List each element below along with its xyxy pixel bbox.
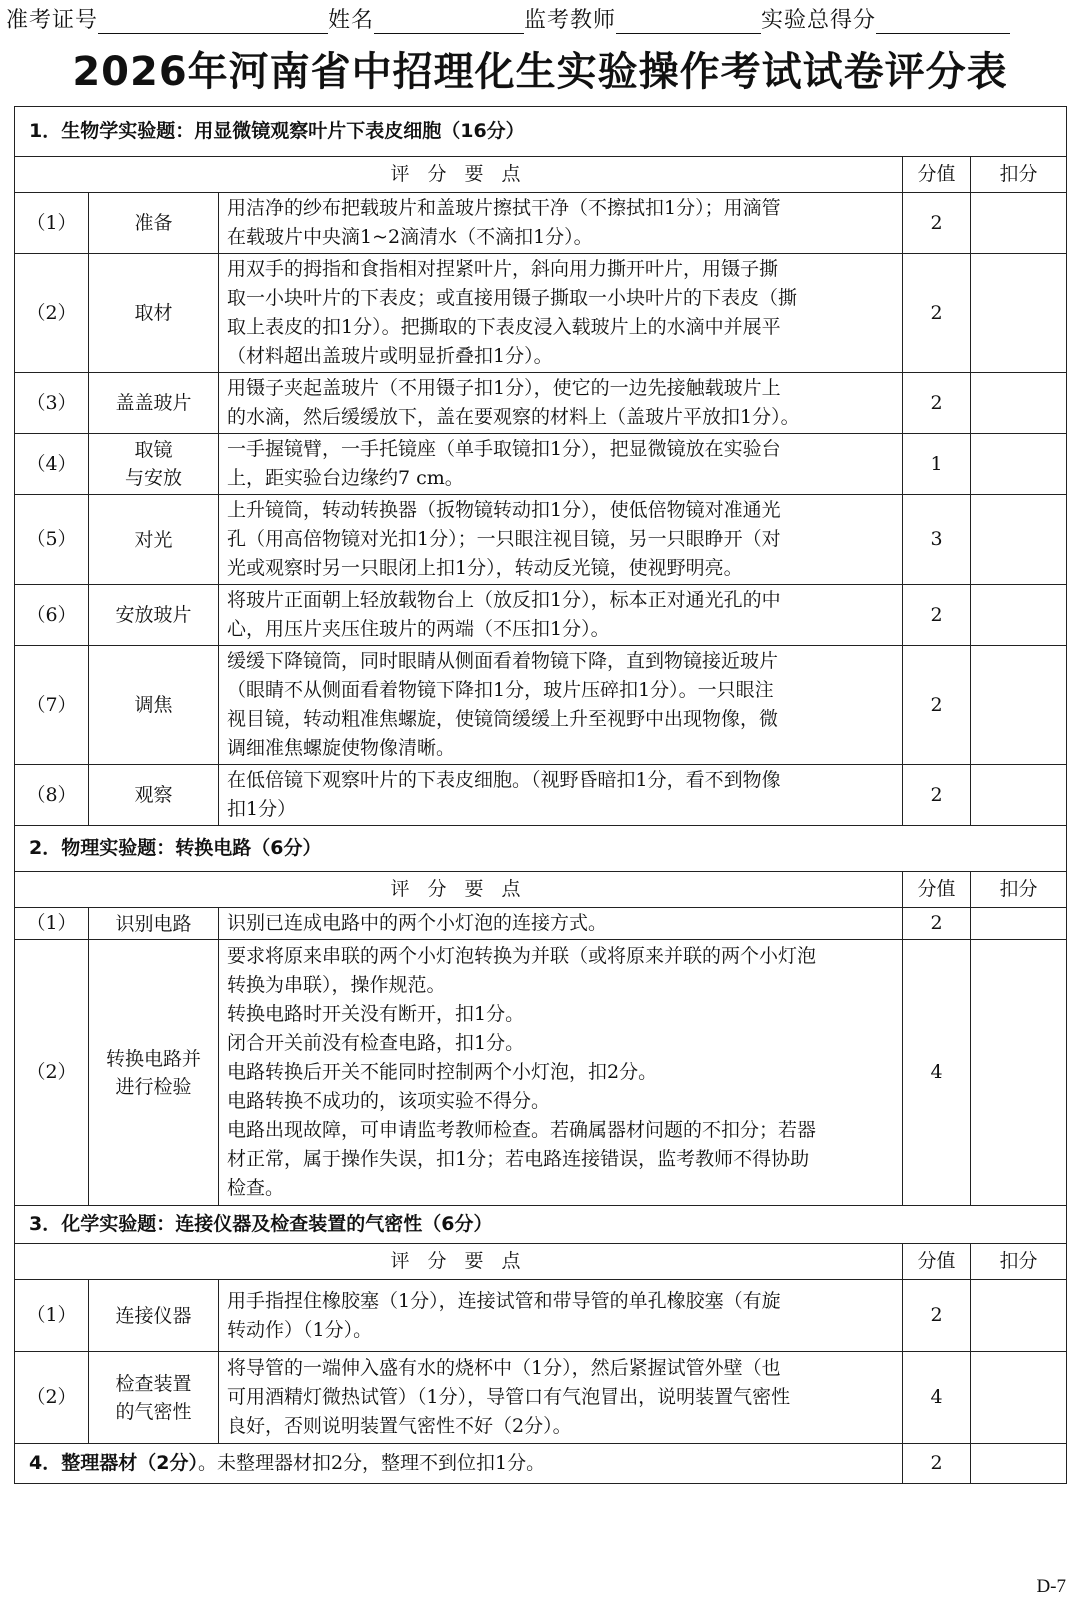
table-row xyxy=(15,765,1067,826)
score-value: 1 xyxy=(903,434,971,495)
cleanup-row xyxy=(15,1444,1067,1484)
category-line: 识别电路 xyxy=(115,912,192,935)
description-line: 要求将原来串联的两个小灯泡转换为并联（或将原来并联的两个小灯泡 xyxy=(227,945,817,967)
description-line: 转换电路时开关没有断开，扣1分。 xyxy=(227,1003,525,1025)
proctor-label: 监考教师 xyxy=(524,8,617,33)
deduction-cell[interactable] xyxy=(971,1444,1067,1484)
table-row xyxy=(15,193,1067,254)
score-value: 3 xyxy=(903,495,971,585)
item-category xyxy=(89,373,219,434)
section-title-row xyxy=(15,826,1067,872)
item-number: （2） xyxy=(15,1352,89,1444)
item-number: （1） xyxy=(15,193,89,254)
category-line: 进行检验 xyxy=(115,1075,192,1098)
description-line: 电路转换不成功的，该项实验不得分。 xyxy=(227,1090,551,1112)
deduction-cell[interactable] xyxy=(971,1352,1067,1444)
column-header-row xyxy=(15,1244,1067,1280)
candidate-info-line xyxy=(6,4,1074,34)
description-line: 电路出现故障，可申请监考教师检查。若确属器材问题的不扣分；若器 xyxy=(227,1119,817,1141)
description-line: 用双手的拇指和食指相对捏紧叶片，斜向用力撕开叶片，用镊子撕 xyxy=(227,258,779,280)
score-value: 2 xyxy=(903,765,971,826)
deduct-header: 扣分 xyxy=(971,1244,1067,1280)
description-line: 材正常，属于操作失误，扣1分；若电路连接错误，监考教师不得协助 xyxy=(227,1148,810,1170)
cleanup-title: 4．整理器材（2分） xyxy=(29,1452,198,1474)
category-line: 盖盖玻片 xyxy=(115,392,192,414)
deduction-cell[interactable] xyxy=(971,940,1067,1206)
score-value: 2 xyxy=(903,908,971,940)
category-line: 与安放 xyxy=(124,467,182,489)
description-line: 的水滴，然后缓缓放下，盖在要观察的材料上（盖玻片平放扣1分）。 xyxy=(227,406,800,428)
value-header: 分值 xyxy=(903,872,971,908)
description-line: 取上表皮的扣1分）。把撕取的下表皮浸入载玻片上的水滴中并展平 xyxy=(227,316,781,338)
deduction-cell[interactable] xyxy=(971,765,1067,826)
category-line: 安放玻片 xyxy=(115,604,192,626)
deduction-cell[interactable] xyxy=(971,646,1067,765)
cleanup-item xyxy=(15,1444,903,1484)
description-line: 孔（用高倍物镜对光扣1分）；一只眼注视目镜，另一只眼睁开（对 xyxy=(227,528,781,550)
item-description xyxy=(219,254,903,373)
item-number: （2） xyxy=(15,940,89,1206)
description-line: 电路转换后开关不能同时控制两个小灯泡，扣2分。 xyxy=(227,1061,658,1083)
description-line: 一手握镜臂，一手托镜座（单手取镜扣1分），把显微镜放在实验台 xyxy=(227,438,781,460)
score-value: 2 xyxy=(903,254,971,373)
item-number: （8） xyxy=(15,765,89,826)
deduction-cell[interactable] xyxy=(971,434,1067,495)
description-line: 视目镜，转动粗准焦螺旋，使镜筒缓缓上升至视野中出现物像，微 xyxy=(227,708,779,730)
deduction-cell[interactable] xyxy=(971,193,1067,254)
category-line: 检查装置 xyxy=(115,1372,192,1395)
item-description xyxy=(219,1352,903,1444)
item-description xyxy=(219,585,903,646)
item-category xyxy=(89,908,219,940)
section-title: 3．化学实验题：连接仪器及检查装置的气密性（6分） xyxy=(15,1206,1067,1244)
deduction-cell[interactable] xyxy=(971,254,1067,373)
description-line: （眼睛不从侧面看着物镜下降扣1分，玻片压碎扣1分）。一只眼注 xyxy=(227,679,774,701)
description-line: 识别已连成电路中的两个小灯泡的连接方式。 xyxy=(227,912,608,934)
section-title-row xyxy=(15,107,1067,157)
item-description xyxy=(219,646,903,765)
item-number: （5） xyxy=(15,495,89,585)
score-value: 2 xyxy=(903,1280,971,1352)
table-row xyxy=(15,646,1067,765)
deduct-header: 扣分 xyxy=(971,157,1067,193)
table-row xyxy=(15,373,1067,434)
category-line: 转换电路并 xyxy=(105,1047,201,1070)
item-number: （6） xyxy=(15,585,89,646)
description-line: 光或观察时另一只眼闭上扣1分），转动反光镜，使视野明亮。 xyxy=(227,557,743,579)
category-line: 调焦 xyxy=(134,694,173,716)
points-header: 评 分 要 点 xyxy=(15,872,903,908)
points-header: 评 分 要 点 xyxy=(15,1244,903,1280)
value-header: 分值 xyxy=(903,157,971,193)
description-line: 闭合开关前没有检查电路，扣1分。 xyxy=(227,1032,525,1054)
description-line: 取一小块叶片的下表皮；或直接用镊子撕取一小块叶片的下表皮（撕 xyxy=(227,287,798,309)
item-category xyxy=(89,254,219,373)
category-line: 对光 xyxy=(134,528,173,551)
description-line: 将玻片正面朝上轻放载物台上（放反扣1分），标本正对通光孔的中 xyxy=(227,589,781,611)
item-description xyxy=(219,1280,903,1352)
item-number: （1） xyxy=(15,908,89,940)
section-title: 1．生物学实验题：用显微镜观察叶片下表皮细胞（16分） xyxy=(15,107,1067,157)
deduction-cell[interactable] xyxy=(971,373,1067,434)
item-description xyxy=(219,765,903,826)
item-category xyxy=(89,646,219,765)
score-value: 2 xyxy=(903,585,971,646)
description-line: 上，距实验台边缘约7 cm。 xyxy=(227,467,464,489)
item-category xyxy=(89,585,219,646)
item-description xyxy=(219,908,903,940)
category-line: 连接仪器 xyxy=(115,1304,192,1327)
table-row xyxy=(15,1352,1067,1444)
item-number: （1） xyxy=(15,1280,89,1352)
item-description xyxy=(219,940,903,1206)
category-line: 准备 xyxy=(134,212,173,234)
description-line: （材料超出盖玻片或明显折叠扣1分）。 xyxy=(227,345,553,367)
description-line: 用镊子夹起盖玻片（不用镊子扣1分），使它的一边先接触载玻片上 xyxy=(227,377,781,399)
cleanup-text: 。未整理器材扣2分，整理不到位扣1分。 xyxy=(197,1452,546,1474)
description-line: 用手指捏住橡胶塞（1分），连接试管和带导管的单孔橡胶塞（有旋 xyxy=(227,1289,781,1312)
value-header: 分值 xyxy=(903,1244,971,1280)
description-line: 转换为串联），操作规范。 xyxy=(227,974,446,996)
table-row xyxy=(15,434,1067,495)
score-value: 4 xyxy=(903,1352,971,1444)
item-category xyxy=(89,495,219,585)
description-line: 上升镜筒，转动转换器（扳物镜转动扣1分），使低倍物镜对准通光 xyxy=(227,499,781,521)
item-category xyxy=(89,1352,219,1444)
description-line: 良好，否则说明装置气密性不好（2分）。 xyxy=(227,1415,572,1437)
table-row xyxy=(15,495,1067,585)
category-line: 的气密性 xyxy=(115,1400,192,1423)
item-description xyxy=(219,495,903,585)
item-number: （3） xyxy=(15,373,89,434)
description-line: 转动作）（1分）。 xyxy=(227,1318,373,1341)
column-header-row xyxy=(15,157,1067,193)
description-line: 可用酒精灯微热试管）（1分），导管口有气泡冒出，说明装置气密性 xyxy=(227,1386,791,1408)
category-line: 取镜 xyxy=(134,439,173,461)
score-value: 2 xyxy=(903,646,971,765)
table-row xyxy=(15,908,1067,940)
deduction-cell[interactable] xyxy=(971,495,1067,585)
deduction-cell[interactable] xyxy=(971,908,1067,940)
page-code: D-7 xyxy=(1036,1576,1066,1597)
score-value: 2 xyxy=(903,1444,971,1484)
description-line: 将导管的一端伸入盛有水的烧杯中（1分），然后紧握试管外壁（也 xyxy=(227,1357,781,1379)
score-value: 4 xyxy=(903,940,971,1206)
page-title: 2026年河南省中招理化生实验操作考试试卷评分表 xyxy=(72,49,1008,95)
item-category xyxy=(89,193,219,254)
category-line: 取材 xyxy=(134,302,173,324)
item-category xyxy=(89,1280,219,1352)
description-line: 在载玻片中央滴1~2滴清水（不滴扣1分）。 xyxy=(227,226,593,248)
description-line: 调细准焦螺旋使物像清晰。 xyxy=(227,737,456,759)
item-number: （2） xyxy=(15,254,89,373)
name-blank[interactable] xyxy=(374,7,524,34)
section-title-row xyxy=(15,1206,1067,1244)
exam-id-label: 准考证号 xyxy=(6,8,99,33)
item-category xyxy=(89,434,219,495)
description-line: 心，用压片夹压住玻片的两端（不压扣1分）。 xyxy=(227,618,610,640)
column-header-row xyxy=(15,872,1067,908)
deduction-cell[interactable] xyxy=(971,585,1067,646)
category-line: 观察 xyxy=(134,784,173,806)
exam-id-blank[interactable] xyxy=(98,7,328,34)
table-row xyxy=(15,585,1067,646)
description-line: 扣1分） xyxy=(227,798,297,820)
item-category xyxy=(89,940,219,1206)
name-label: 姓名 xyxy=(328,8,375,33)
proctor-blank[interactable] xyxy=(616,7,761,34)
item-description xyxy=(219,193,903,254)
item-number: （4） xyxy=(15,434,89,495)
item-category xyxy=(89,765,219,826)
total-score-label: 实验总得分 xyxy=(761,8,877,33)
score-value: 2 xyxy=(903,373,971,434)
description-line: 在低倍镜下观察叶片的下表皮细胞。（视野昏暗扣1分，看不到物像 xyxy=(227,769,781,791)
table-row xyxy=(15,254,1067,373)
section-title: 2．物理实验题：转换电路（6分） xyxy=(15,826,1067,872)
scoring-table xyxy=(14,106,1067,1484)
points-header: 评 分 要 点 xyxy=(15,157,903,193)
deduction-cell[interactable] xyxy=(971,1280,1067,1352)
item-number: （7） xyxy=(15,646,89,765)
item-description xyxy=(219,434,903,495)
description-line: 检查。 xyxy=(227,1177,285,1199)
table-row xyxy=(15,940,1067,1206)
table-row xyxy=(15,1280,1067,1352)
total-score-blank[interactable] xyxy=(876,7,1010,34)
item-description xyxy=(219,373,903,434)
description-line: 用洁净的纱布把载玻片和盖玻片擦拭干净（不擦拭扣1分）；用滴管 xyxy=(227,197,781,219)
score-value: 2 xyxy=(903,193,971,254)
deduct-header: 扣分 xyxy=(971,872,1067,908)
description-line: 缓缓下降镜筒，同时眼睛从侧面看着物镜下降，直到物镜接近玻片 xyxy=(227,650,779,672)
